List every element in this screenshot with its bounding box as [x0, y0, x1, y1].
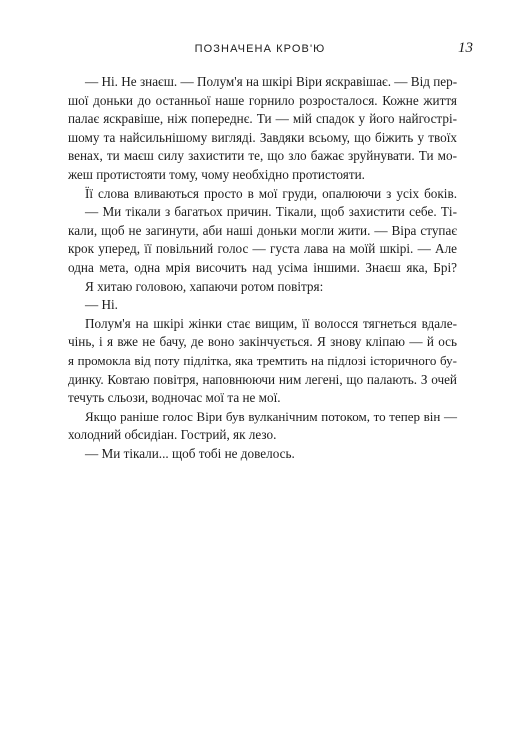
- text-line: Я хитаю головою, хапаючи ротом повітря:: [85, 278, 324, 294]
- text-line: — Ми тікали з багатьох причин. Тікали, щоб захистити себе. Ті-: [85, 204, 457, 220]
- text-line: чінь, і я вже не бачу, де воно закінчується. Я знову кліпаю — й ось: [68, 334, 457, 350]
- text-line: я промокла від поту підлітка, яка тремтить на підлозі історичного бу-: [68, 352, 457, 368]
- text-line: — Ми тікали... щоб тобі не довелось.: [85, 445, 295, 461]
- text-line: кали, щоб не загинути, аби наші доньки могли жити. — Віра ступає: [68, 222, 457, 238]
- text-line: Якщо раніше голос Віри був вулканічним потоком, то тепер він —: [85, 408, 457, 424]
- text-line: шому та найсильнішому вигляді. Завдяки всьому, що біжить у твоїх: [68, 129, 457, 145]
- text-line: шої доньки до останньої наше горнило розросталося. Кожне життя: [68, 92, 457, 108]
- chapter-title: ПОЗНАЧЕНА КРОВ'Ю: [194, 43, 326, 55]
- page-number: 13: [458, 40, 473, 56]
- text-line: палає яскравіше, ніж попереднє. Ти — мій спадок у його найгострі-: [68, 111, 457, 127]
- text-line: Полум'я на шкірі жінки стає вищим, її волосся тягнеться вдале-: [85, 315, 457, 331]
- text-line: одна мета, одна мрія височить над усіма іншими. Знаєш яка, Брі?: [68, 259, 457, 275]
- body-text: [68, 73, 457, 463]
- text-line: течуть сльози, водночас мої та не мої.: [68, 390, 281, 406]
- text-line: — Ні.: [85, 297, 118, 313]
- text-line: жеш протистояти тому, чому необхідно протистояти.: [68, 166, 365, 182]
- text-line: венах, ти маєш силу захистити те, що зло бажає зруйнувати. Ти мо-: [68, 148, 457, 164]
- text-line: Її слова вливаються просто в мої груди, опалюючи з усіх боків.: [85, 185, 457, 201]
- text-line: крок уперед, її повільний голос — густа лава на моїй шкірі. — Але: [68, 241, 457, 257]
- text-line: холодний обсидіан. Гострий, як лезо.: [68, 427, 277, 443]
- text-line: динку. Ковтаю повітря, наповнюючи ним легені, що палають. З очей: [68, 371, 457, 387]
- text-line: — Ні. Не знаєш. — Полум'я на шкірі Віри яскравішає. — Від пер-: [85, 74, 458, 89]
- running-header: [0, 41, 520, 57]
